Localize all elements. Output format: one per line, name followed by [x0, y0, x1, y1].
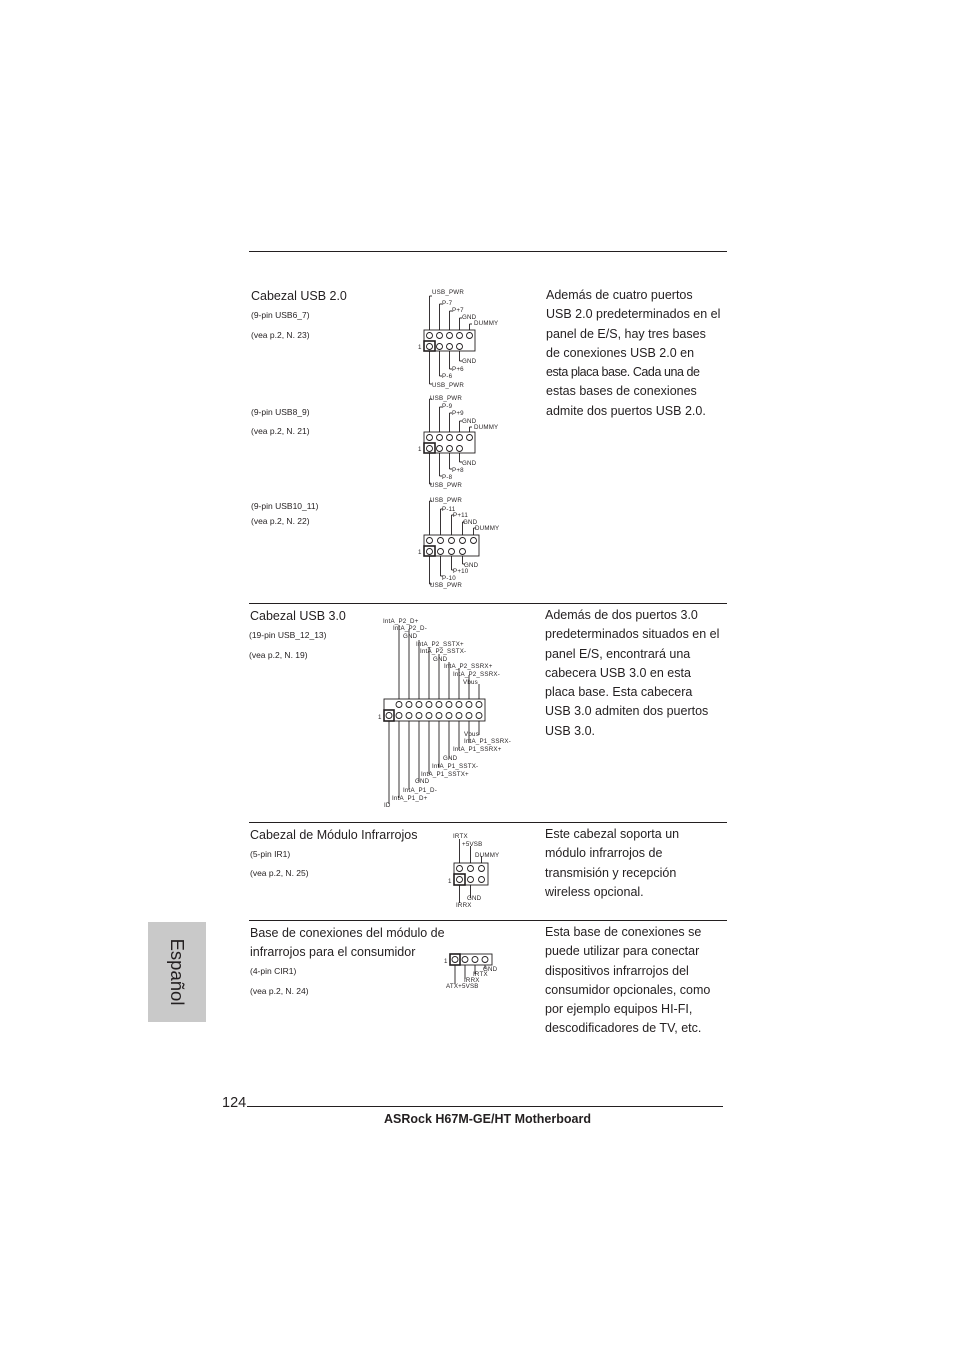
pin-label: P-7 — [442, 300, 453, 307]
ir-title: Cabezal de Módulo Infrarrojos — [250, 828, 418, 842]
pin-label: IRTX — [473, 971, 488, 978]
pin-label: P+11 — [453, 512, 468, 519]
pin-label: P+8 — [452, 467, 464, 474]
pin-label: USB_PWR — [430, 497, 462, 504]
usb20-ref-3: (vea p.2, N. 22) — [251, 516, 310, 526]
page-number: 124 — [222, 1095, 247, 1111]
description-line: placa base. Esta cabecera — [545, 685, 693, 700]
pin1-marker: 1 — [378, 714, 382, 721]
ir-ref: (vea p.2, N. 25) — [250, 868, 309, 878]
usb30-description — [545, 606, 719, 741]
pin-label: ATX+5VSB — [446, 983, 479, 990]
cir-title-line-1: Base de conexiones del módulo de — [250, 926, 445, 940]
description-line: Esta base de conexiones se — [545, 925, 702, 939]
pin-label: GND — [462, 358, 477, 365]
pin-label: P-11 — [442, 506, 456, 513]
pin-label: IRRX — [464, 977, 480, 984]
pin-label: GND — [467, 895, 482, 902]
description-line: predeterminados situados en el — [545, 627, 720, 642]
cir-pin: (4-pin CIR1) — [250, 966, 297, 976]
pin-label: IntA_P1_SSRX- — [464, 738, 511, 745]
cir-title-line-2: infrarrojos para el consumidor — [250, 945, 416, 959]
description-line: USB 2.0 predeterminados en el — [546, 307, 721, 322]
pin-label: IntA_P2_SSRX- — [453, 671, 500, 678]
pin-label: P-10 — [442, 575, 456, 582]
pin-label: P-8 — [442, 474, 453, 481]
pin1-marker: 1 — [418, 549, 422, 556]
usb20-ref-2: (vea p.2, N. 21) — [251, 426, 310, 436]
pin-label: IntA_P2_SSTX- — [420, 648, 467, 655]
pin1-marker: 1 — [418, 344, 422, 351]
pin-label: USB_PWR — [430, 482, 462, 489]
pin-label: GND — [462, 418, 477, 425]
pin-label: IntA_P2_D- — [393, 625, 427, 632]
usb10-11-header-diagram — [418, 495, 518, 595]
description-line: wireless opcional. — [545, 884, 644, 899]
cir-header-diagram — [442, 950, 512, 995]
pin1-marker: 1 — [418, 446, 422, 453]
usb30-pin: (19-pin USB_12_13) — [249, 630, 327, 640]
description-line: admite dos puertos USB 2.0. — [546, 403, 706, 418]
usb8-9-header-diagram — [418, 393, 518, 493]
language-tab-label: Español — [167, 938, 188, 1006]
usb30-ref: (vea p.2, N. 19) — [249, 650, 308, 660]
description-line: descodificadores de TV, etc. — [545, 1021, 702, 1036]
pin-label: IntA_P1_SSTX+ — [421, 771, 469, 778]
top-rule — [249, 251, 727, 252]
usb20-pin-2: (9-pin USB8_9) — [251, 407, 310, 417]
pin-label: +5VSB — [462, 841, 483, 848]
description-line: USB 3.0 admiten dos puertos — [545, 704, 709, 719]
pin-label: IntA_P1_D+ — [392, 795, 428, 802]
pin-label: Vbus — [464, 731, 479, 738]
section-divider — [249, 920, 727, 921]
usb30-title: Cabezal USB 3.0 — [250, 609, 346, 623]
pin-label: GND — [483, 966, 498, 973]
section-divider — [249, 603, 727, 604]
description-line: Este cabezal soporta un — [545, 827, 680, 841]
pin-label: DUMMY — [475, 852, 500, 859]
footer-rule — [247, 1106, 723, 1107]
pin-label: P+10 — [453, 568, 469, 575]
cir-ref: (vea p.2, N. 24) — [250, 986, 309, 996]
pin-label: DUMMY — [474, 320, 499, 327]
description-line: de conexiones USB 2.0 en — [546, 345, 695, 360]
description-line: USB 3.0. — [545, 723, 596, 738]
pin-label: GND — [433, 656, 448, 663]
pin-label: P-9 — [442, 403, 453, 410]
pin-label: USB_PWR — [430, 395, 462, 402]
description-line: dispositivos infrarrojos del — [545, 963, 689, 978]
pin-label: P-6 — [442, 373, 453, 380]
pin1-marker: 1 — [444, 958, 448, 965]
pin-label: IntA_P2_D+ — [383, 618, 419, 625]
pin-label: DUMMY — [474, 424, 499, 431]
pin-label: USB_PWR — [432, 382, 464, 389]
description-line: Además de cuatro puertos — [546, 288, 693, 302]
description-line: Además de dos puertos 3.0 — [545, 608, 698, 622]
description-line: estas bases de conexiones — [546, 384, 697, 399]
usb30-header-diagram — [378, 612, 528, 812]
pin-label: IntA_P1_D- — [403, 787, 437, 794]
pin-label: DUMMY — [475, 525, 500, 532]
usb6-7-header-diagram — [418, 288, 518, 392]
description-line: esta placa base. Cada una de — [546, 365, 700, 380]
pin-label: GND — [462, 314, 477, 321]
usb20-description — [546, 286, 720, 421]
pin-label: GND — [462, 460, 477, 467]
section-divider — [249, 822, 727, 823]
pin-label: GND — [464, 562, 479, 569]
pin-label: IntA_P1_SSRX+ — [453, 746, 502, 753]
pin-label: GND — [415, 778, 430, 785]
pin-label: Vbus — [463, 679, 478, 686]
usb20-title: Cabezal USB 2.0 — [251, 289, 347, 303]
description-line: transmisión y recepción — [545, 865, 677, 880]
usb20-ref-1: (vea p.2, N. 23) — [251, 330, 310, 340]
description-line: cabecera USB 3.0 en esta — [545, 665, 691, 680]
pin-label: IRRX — [456, 902, 472, 909]
pin-label: GND — [443, 755, 458, 762]
pin-label: IntA_P1_SSTX- — [432, 763, 479, 770]
usb20-pin-1: (9-pin USB6_7) — [251, 310, 310, 320]
pin1-marker: 1 — [448, 878, 452, 885]
description-line: módulo infrarrojos de — [545, 846, 663, 861]
pin-label: GND — [403, 633, 418, 640]
pin-label: P+7 — [452, 307, 464, 314]
pin-label: GND — [463, 519, 478, 526]
pin-label: IRTX — [453, 833, 468, 840]
footer-product-name: ASRock H67M-GE/HT Motherboard — [384, 1112, 591, 1126]
pin-label: P+9 — [452, 410, 464, 417]
ir-description — [545, 825, 679, 902]
pin-label: IntA_P2_SSTX+ — [416, 641, 464, 648]
description-line: consumidor opcionales, como — [545, 982, 711, 997]
usb20-pin-3: (9-pin USB10_11) — [251, 501, 319, 511]
description-line: panel de E/S, hay tres bases — [546, 326, 706, 341]
description-line: puede utilizar para conectar — [545, 944, 700, 959]
pin-label: P+6 — [452, 366, 464, 373]
pin-label: IntA_P2_SSRX+ — [444, 663, 493, 670]
cir-description — [545, 923, 710, 1039]
ir-header-diagram — [448, 830, 518, 910]
description-line: panel E/S, encontrará una — [545, 646, 691, 661]
pin-label: USB_PWR — [432, 289, 464, 296]
pin-label: USB_PWR — [430, 582, 462, 589]
ir-pin: (5-pin IR1) — [250, 849, 291, 859]
description-line: por ejemplo equipos HI-FI, — [545, 1002, 693, 1017]
pin-label: ID — [384, 802, 391, 809]
